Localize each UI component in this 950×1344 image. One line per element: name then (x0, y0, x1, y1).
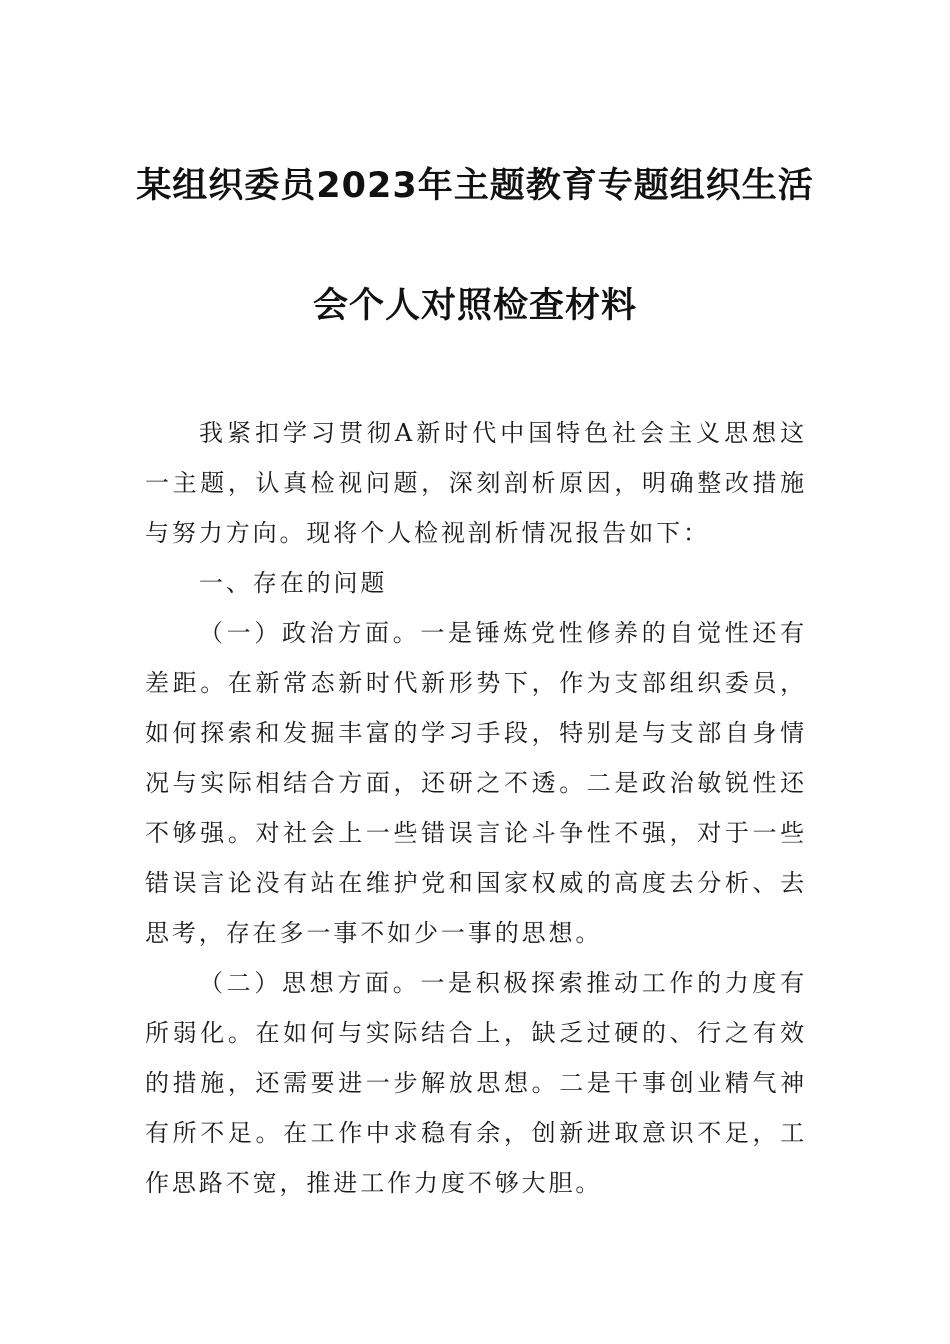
ideological-aspect-paragraph: （二）思想方面。一是积极探索推动工作的力度有所弱化。在如何与实际结合上，缺乏过硬的、行之有效的措施，还需要进一步解放思想。二是干事创业精气神有所不足。在工作中求稳有余，创新进取意识不足，工作思路不宽，推进工作力度不够大胆。 (145, 969, 807, 1197)
section-heading-problems: 一、存在的问题 (199, 569, 388, 597)
political-aspect-paragraph: （一）政治方面。一是锤炼党性修养的自觉性还有差距。在新常态新时代新形势下，作为支部组织委员，如何探索和发掘丰富的学习手段，特别是与支部自身情况与实际相结合方面，还研之不透。二是政治敏锐性还不够强。对社会上一些错误言论斗争性不强，对于一些错误言论没有站在维护党和国家权威的高度去分析、去思考，存在多一事不如少一事的思想。 (145, 619, 807, 947)
intro-paragraph: 我紧扣学习贯彻A新时代中国特色社会主义思想这一主题，认真检视问题，深刻剖析原因，明确整改措施与努力方向。现将个人检视剖析情况报告如下： (145, 419, 807, 547)
document-body (145, 408, 807, 1208)
document-title-line-1: 某组织委员2023年主题教育专题组织生活 (136, 166, 814, 206)
document-title-line-2: 会个人对照检查材料 (312, 286, 637, 326)
